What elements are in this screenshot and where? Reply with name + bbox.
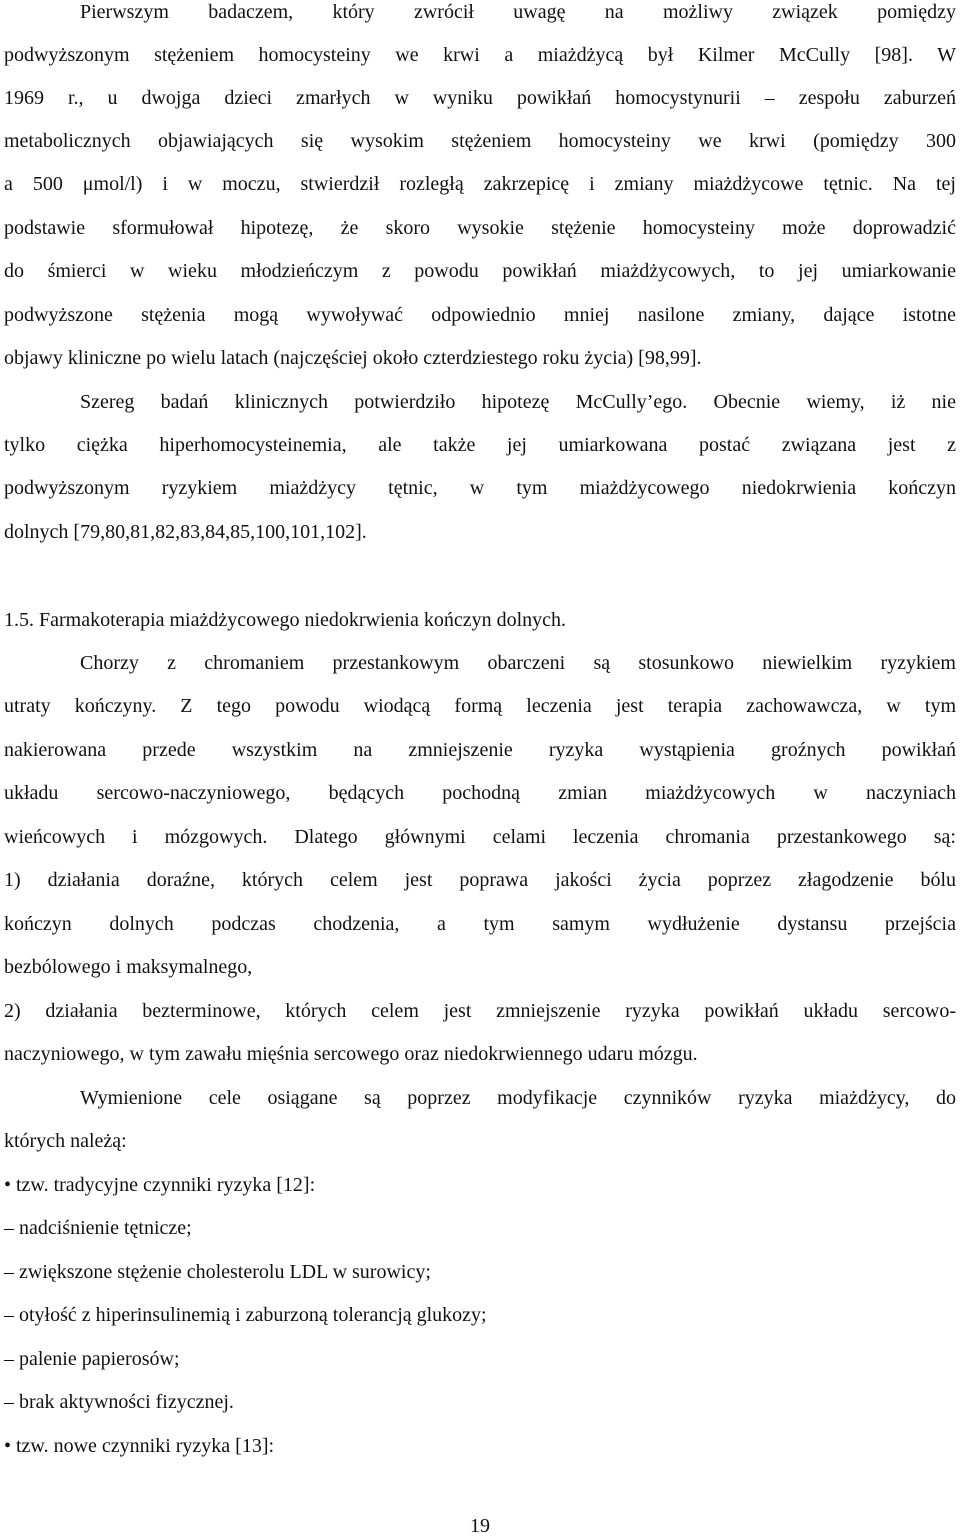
para3-line-5: wieńcowych i mózgowych. Dlatego głównymi celami leczenia chromania przestankowego są: [4,826,956,848]
para1-line-5: a 500 μmol/l) i w moczu, stwierdził rozległą zakrzepicę i zmiany miażdżycowe tętnic. Na tej [4,173,956,195]
para3-line-9: 2) działania bezterminowe, których celem jest zmniejszenie ryzyka powikłań układu sercowo- [4,1000,956,1022]
para3-line-7: kończyn dolnych podczas chodzenia, a tym samym wydłużenie dystansu przejścia [4,913,956,935]
para1-line-9: objawy kliniczne po wielu latach (najczęściej około czterdziestego roku życia) [98,99]. [4,347,702,369]
para1-line-7: do śmierci w wieku młodzieńczym z powodu powikłań miażdżycowych, to jej umiarkowanie [4,260,956,282]
para2-line-3: podwyższonym ryzykiem miażdżycy tętnic, w tym miażdżycowego niedokrwienia kończyn [4,477,956,499]
para2-line-1: Szereg badań klinicznych potwierdziło hipotezę McCully’ego. Obecnie wiemy, iż nie [80,391,956,413]
para4-line-2: których należą: [4,1130,127,1152]
para3-line-1: Chorzy z chromaniem przestankowym obarczeni są stosunkowo niewielkim ryzykiem [80,652,956,674]
para3-line-2: utraty kończyny. Z tego powodu wiodącą formą leczenia jest terapia zachowawcza, w tym [4,695,956,717]
para3-line-10: naczyniowego, w tym zawału mięśnia sercowego oraz niedokrwiennego udaru mózgu. [4,1043,698,1065]
list-item-traditional-factors: • tzw. tradycyjne czynniki ryzyka [12]: [4,1174,316,1196]
para1-line-6: podstawie sformułował hipotezę, że skoro wysokie stężenie homocysteiny może doprowadzić [4,217,956,239]
list-item-cholesterol: – zwiększone stężenie cholesterolu LDL w surowicy; [4,1261,431,1283]
list-item-new-factors: • tzw. nowe czynniki ryzyka [13]: [4,1435,275,1457]
list-item-physical-inactivity: – brak aktywności fizycznej. [4,1391,234,1413]
list-item-hypertension: – nadciśnienie tętnicze; [4,1217,192,1239]
para1-line-1: Pierwszym badaczem, który zwrócił uwagę na możliwy związek pomiędzy [80,1,956,23]
para3-line-4: układu sercowo-naczyniowego, będących pochodną zmian miażdżycowych w naczyniach [4,782,956,804]
para2-line-2: tylko ciężka hiperhomocysteinemia, ale także jej umiarkowana postać związana jest z [4,434,956,456]
list-item-smoking: – palenie papierosów; [4,1348,180,1370]
page-number: 19 [470,1515,490,1537]
para1-line-8: podwyższone stężenia mogą wywoływać odpowiednio mniej nasilone zmiany, dające istotne [4,304,956,326]
section-heading: 1.5. Farmakoterapia miażdżycowego niedokrwienia kończyn dolnych. [4,609,567,631]
para1-line-2: podwyższonym stężeniem homocysteiny we krwi a miażdżycą był Kilmer McCully [98]. W [4,44,956,66]
para2-line-4: dolnych [79,80,81,82,83,84,85,100,101,102]. [4,521,367,543]
para3-line-8: bezbólowego i maksymalnego, [4,956,253,978]
list-item-obesity: – otyłość z hiperinsulinemią i zaburzoną tolerancją glukozy; [4,1304,487,1326]
para1-line-4: metabolicznych objawiających się wysokim stężeniem homocysteiny we krwi (pomiędzy 300 [4,130,956,152]
para3-line-6: 1) działania doraźne, których celem jest poprawa jakości życia poprzez złagodzenie bólu [4,869,956,891]
para4-line-1: Wymienione cele osiągane są poprzez modyfikacje czynników ryzyka miażdżycy, do [80,1087,956,1109]
para1-line-3: 1969 r., u dwojga dzieci zmarłych w wyniku powikłań homocystynurii – zespołu zaburzeń [4,87,956,109]
para3-line-3: nakierowana przede wszystkim na zmniejszenie ryzyka wystąpienia groźnych powikłań [4,739,956,761]
